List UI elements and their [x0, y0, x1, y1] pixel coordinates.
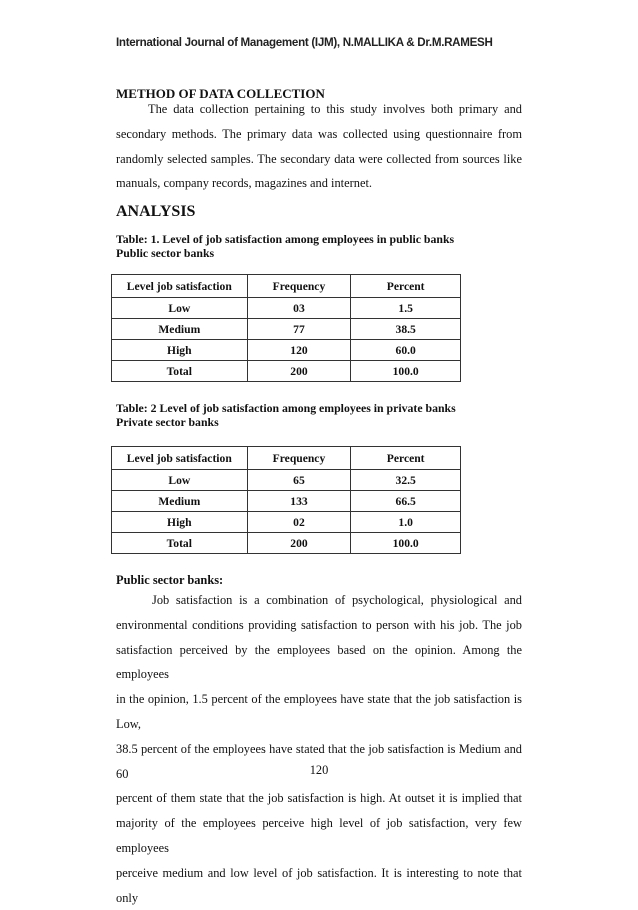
paragraph-line: in the opinion, 1.5 percent of the employees have state that the job satisfaction is Low,	[116, 692, 522, 731]
table-cell: 02	[247, 512, 351, 533]
paragraph-line: satisfaction perceived by the employees based on the opinion. Among the employees	[116, 642, 522, 682]
analysis-heading: ANALYSIS	[116, 203, 196, 220]
paragraph-line: environmental conditions providing satisfaction to person with his job. The job	[116, 617, 522, 632]
table-cell: Total	[112, 361, 248, 382]
paragraph-line: manuals, company records, magazines and internet.	[116, 176, 372, 191]
public-banks-heading: Public sector banks:	[116, 573, 224, 587]
table-cell: Total	[112, 533, 248, 554]
table-row	[112, 533, 461, 554]
header-cell: Level job satisfaction	[112, 275, 248, 298]
header-cell: Percent	[351, 275, 461, 298]
table-cell: 60.0	[351, 340, 461, 361]
table-cell: 03	[247, 298, 351, 319]
table1-caption	[116, 232, 454, 260]
table2-caption	[116, 401, 456, 429]
table-cell: High	[112, 512, 248, 533]
table-cell: 32.5	[351, 470, 461, 491]
table-cell: Low	[112, 470, 248, 491]
table-row	[112, 361, 461, 382]
header-cell: Frequency	[247, 275, 351, 298]
table-cell: 1.5	[351, 298, 461, 319]
table-cell: Medium	[112, 319, 248, 340]
header-cell: Level job satisfaction	[112, 447, 248, 470]
method-paragraph	[116, 97, 522, 196]
running-header: International Journal of Management (IJM), N.MALLIKA & Dr.M.RAMESH	[116, 36, 493, 49]
table2-subtitle: Private sector banks	[116, 415, 219, 429]
table-cell: 100.0	[351, 533, 461, 554]
table-private-banks	[111, 446, 461, 554]
table-cell: 38.5	[351, 319, 461, 340]
table-header-row	[112, 447, 461, 470]
table-row	[112, 340, 461, 361]
table-cell: 77	[247, 319, 351, 340]
paragraph-line: perceive medium and low level of job satisfaction. It is interesting to note that only	[116, 865, 522, 905]
table-cell: Low	[112, 298, 248, 319]
method-heading: METHOD OF DATA COLLECTION	[116, 86, 325, 101]
table-public-banks	[111, 274, 461, 382]
paragraph-line: percent of them state that the job satisfaction is high. At outset it is implied that	[116, 791, 522, 806]
public-banks-paragraph	[116, 588, 522, 910]
table-cell: 66.5	[351, 491, 461, 512]
table-cell: 1.0	[351, 512, 461, 533]
table-cell: 100.0	[351, 361, 461, 382]
paragraph-line: The data collection pertaining to this study involves both primary and	[148, 102, 522, 116]
table-header-row	[112, 275, 461, 298]
table-row	[112, 512, 461, 533]
table-cell: Medium	[112, 491, 248, 512]
table-cell: 200	[247, 361, 351, 382]
table-cell: 65	[247, 470, 351, 491]
table-row	[112, 470, 461, 491]
table1-subtitle: Public sector banks	[116, 246, 215, 260]
paragraph-line: Job satisfaction is a combination of psychological, physiological and	[152, 593, 522, 607]
table2-title: Table: 2 Level of job satisfaction among employees in private banks	[116, 401, 456, 415]
page-number: 120	[309, 763, 329, 777]
table-row	[112, 298, 461, 319]
table-cell: 200	[247, 533, 351, 554]
header-cell: Percent	[351, 447, 461, 470]
table-row	[112, 491, 461, 512]
table-row	[112, 319, 461, 340]
table-cell: 120	[247, 340, 351, 361]
header-cell: Frequency	[247, 447, 351, 470]
table-cell: 133	[247, 491, 351, 512]
paragraph-line: majority of the employees perceive high level of job satisfaction, very few employees	[116, 816, 522, 855]
table-cell: High	[112, 340, 248, 361]
table1-title: Table: 1. Level of job satisfaction among employees in public banks	[116, 232, 455, 246]
paragraph-line: randomly selected samples. The secondary data were collected from sources like	[116, 151, 522, 166]
paragraph-line: secondary methods. The primary data was collected using questionnaire from	[116, 126, 522, 141]
paragraph-line: 38.5 percent of the employees have stated that the job satisfaction is Medium and 60	[116, 741, 522, 781]
